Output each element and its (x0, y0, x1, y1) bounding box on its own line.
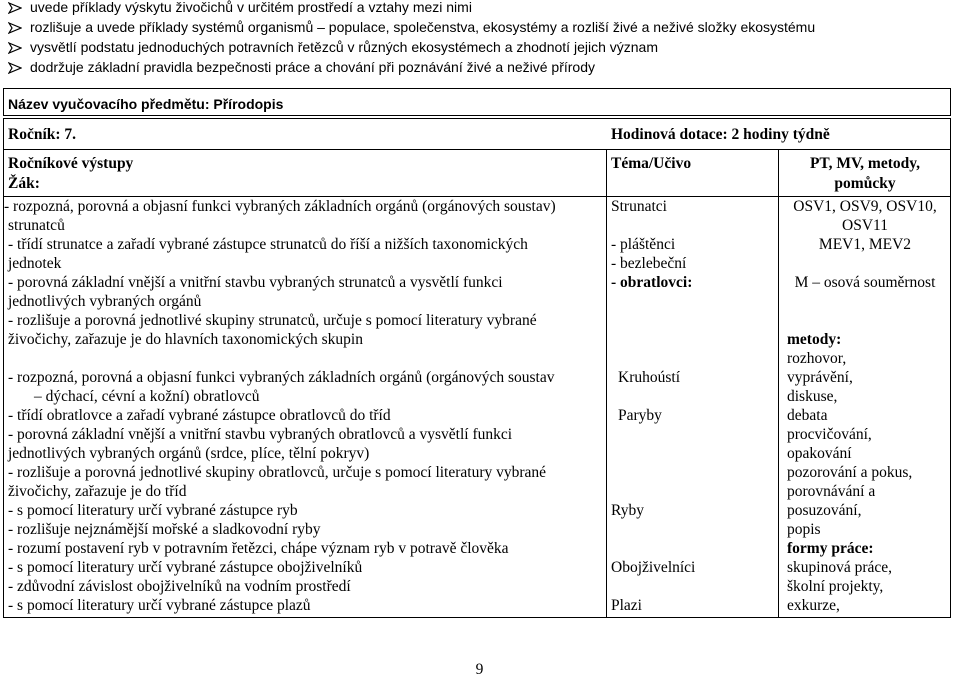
method-item: pozorování a pokus, (787, 464, 913, 481)
page-number: 9 (475, 661, 484, 678)
output-line: - zdůvodní závislost obojživelníků na vodním prostředí (8, 578, 351, 595)
form-item: školní projekty, (787, 578, 884, 595)
output-line: živočichy, zařazuje je do tříd (8, 483, 187, 500)
output-line: - třídí strunatce a zařadí vybrané zástupce strunatců do říší a nižších taxonomických (8, 236, 528, 253)
pt-header: PT, MV, metody, (809, 155, 921, 172)
objectives-list (8, 0, 953, 77)
method-item: rozhovor, (787, 350, 847, 367)
row-divider (4, 149, 950, 150)
method-item: vyprávění, (787, 369, 853, 386)
objective-text: uvede příklady výskytu živočichů v určitém prostředí a vztahy mezi nimi (30, 0, 472, 15)
topic-plazi: Plazi (611, 597, 642, 614)
output-line: - porovná základní vnější a vnitřní stavbu vybraných obratlovců a vysvětlí funkci (8, 426, 513, 443)
topic-header: Téma/Učivo (611, 155, 692, 172)
column-divider (778, 149, 779, 617)
output-line: - rozlišuje nejznámější mořské a sladkovodní ryby (8, 521, 321, 538)
output-line: - rozlišuje a porovná jednotlivé skupiny strunatců, určuje s pomocí literatury vybrané (8, 312, 537, 329)
form-item: skupinová práce, (787, 559, 893, 576)
objective-item (8, 0, 953, 17)
curriculum-table (3, 118, 951, 618)
pt-osv-line2: OSV11 (842, 217, 888, 234)
method-item: diskuse, (787, 388, 838, 405)
output-line: - porovná základní vnější a vnitřní stavbu vybraných strunatců a vysvětlí funkci (8, 274, 503, 291)
topic-obratlovci: - obratlovci: (611, 274, 693, 291)
method-item: opakování (787, 445, 852, 462)
objective-item (8, 17, 953, 37)
grade-label: Ročník: 7. (8, 126, 77, 143)
arrow-bullet-icon (8, 57, 30, 77)
objective-text: vysvětlí podstatu jednoduchých potravních řetězců v různých ekosystémech a zhodnotí jejich význam (30, 39, 658, 55)
objective-item (8, 57, 953, 77)
hours-label: Hodinová dotace: 2 hodiny týdně (611, 126, 830, 143)
output-line: jednotek (8, 255, 62, 272)
topic-paryby: Paryby (618, 407, 662, 424)
output-line: – dýchací, cévní a kožní) obratlovců (34, 388, 260, 405)
method-item: procvičování, (787, 426, 872, 443)
forms-label: formy práce: (787, 540, 874, 557)
output-line: - třídí obratlovce a zařadí vybrané zástupce obratlovců do tříd (8, 407, 391, 424)
output-line: - rozpozná, porovná a objasní funkci vybraných základních orgánů (orgánových soustav (8, 369, 555, 386)
arrow-bullet-icon (8, 0, 30, 17)
outputs-header: Ročníkové výstupy (8, 155, 134, 172)
pt-osv: OSV1, OSV9, OSV10, (793, 198, 937, 215)
column-divider (606, 149, 607, 617)
pt-mev: MEV1, MEV2 (818, 236, 912, 253)
topic-ryby: Ryby (611, 502, 644, 519)
topic-plastenci: - pláštěnci (611, 236, 676, 253)
subject-title: Název vyučovacího předmětu: Přírodopis (3, 88, 951, 116)
output-line: - s pomocí literatury určí vybrané zástupce obojživelníků (8, 559, 363, 576)
topic-kruhousti: Kruhoústí (618, 369, 680, 386)
output-line: - rozlišuje a porovná jednotlivé skupiny obratlovců, určuje s pomocí literatury vybrané (8, 464, 547, 481)
output-line: - rozpozná, porovná a objasní funkci vybraných základních orgánů (orgánových soustav) (4, 198, 556, 215)
topic-strunatci: Strunatci (611, 198, 667, 215)
pt-math-symmetry: M – osová souměrnost (794, 274, 936, 291)
method-item: posuzování, (787, 502, 862, 519)
output-line: jednotlivých vybraných orgánů (srdce, plíce, tělní pokryv) (8, 445, 370, 462)
topic-obojzivelnici: Obojživelníci (611, 559, 696, 576)
pt-header-line2: pomůcky (834, 175, 896, 192)
output-line: - rozumí postavení ryb v potravním řetězci, chápe význam ryb v potravě člověka (8, 540, 509, 557)
objective-text: rozlišuje a uvede příklady systémů organismů – populace, společenstva, ekosystémy a rozliší živé a neživé složky ekosystému (30, 19, 816, 35)
arrow-bullet-icon (8, 17, 30, 37)
output-line: strunatců (8, 217, 65, 234)
method-item: popis (787, 521, 821, 538)
output-line: - s pomocí literatury určí vybrané zástupce plazů (8, 597, 311, 614)
output-line: jednotlivých vybraných orgánů (8, 293, 202, 310)
row-divider (4, 196, 950, 197)
output-line: - s pomocí literatury určí vybrané zástupce ryb (8, 502, 298, 519)
method-item: debata (787, 407, 828, 424)
objective-item (8, 37, 953, 57)
methods-label: metody: (787, 331, 842, 348)
objective-text: dodržuje základní pravidla bezpečnosti práce a chování při poznávání živé a neživé přírody (30, 59, 595, 75)
student-label: Žák: (8, 175, 40, 192)
form-item: exkurze, (787, 597, 840, 614)
method-item: porovnávání a (787, 483, 876, 500)
arrow-bullet-icon (8, 37, 30, 57)
topic-bezlebecni: - bezlebeční (611, 255, 687, 272)
output-line: živočichy, zařazuje je do hlavních taxonomických skupin (8, 331, 363, 348)
